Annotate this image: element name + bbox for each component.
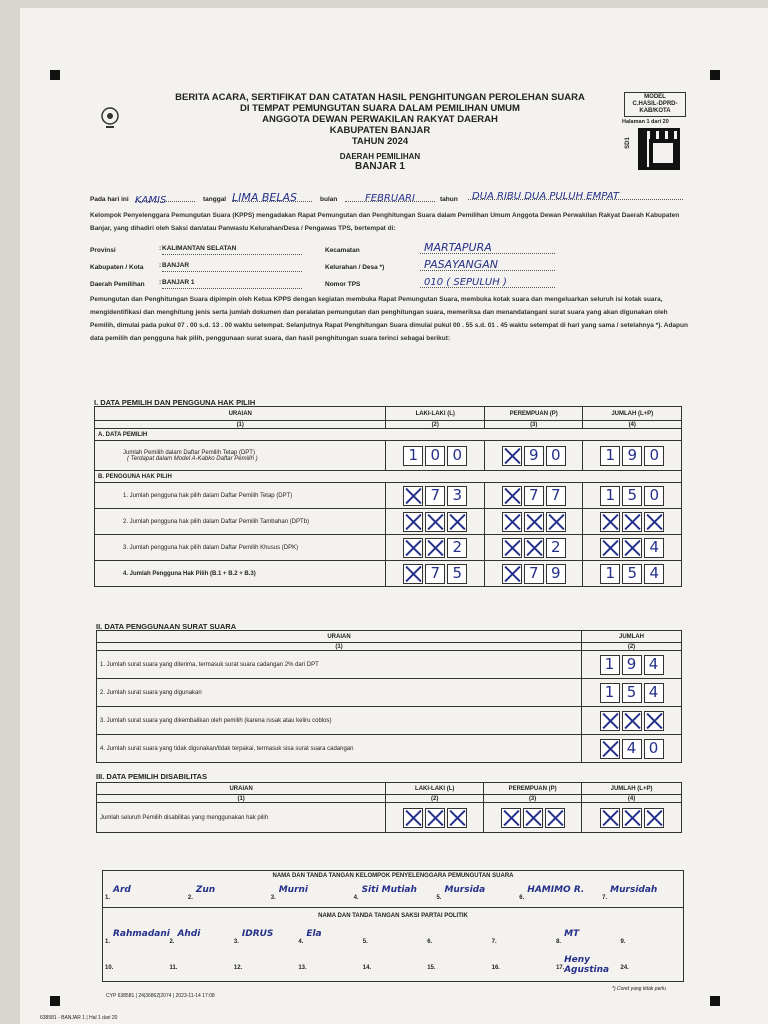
crossed-digit-box (644, 711, 664, 731)
digit-box: 0 (425, 446, 445, 466)
col-number: (3) (484, 421, 583, 429)
signature-number: 2. (169, 939, 175, 945)
dapil-field: : BANJAR 1 (162, 279, 302, 289)
col-number: (1) (95, 421, 386, 429)
handwritten-signature: Mursidah (610, 885, 658, 895)
digit-box: 7 (425, 564, 445, 584)
row-label: 2. Jumlah surat suara yang digunakan (97, 679, 582, 707)
title-line: KABUPATEN BANJAR (329, 125, 431, 136)
footer-code: CYP 638581 | 24|36862|2074 | 2023-11-14 17:08 (106, 993, 215, 999)
handwritten-signature: Rahmadani (113, 929, 170, 939)
section1-title: I. DATA PEMILIH DAN PENGGUNA HAK PILIH (94, 398, 256, 407)
kecamatan-field (420, 238, 555, 254)
crossed-digit-box (644, 808, 664, 828)
col-number: (2) (582, 643, 682, 651)
crossed-digit-box (403, 564, 423, 584)
provinsi-value: KALIMANTAN SELATAN (162, 245, 237, 252)
row-label (95, 441, 386, 471)
bulan-value: FEBRUARI (365, 193, 415, 204)
corner-marker (50, 996, 60, 1006)
tanggal-value: LIMA BELAS (232, 191, 298, 204)
digit-box: 7 (524, 564, 544, 584)
handwritten-signature: Zun (195, 885, 216, 895)
signature-cell (434, 883, 517, 907)
digit-boxes (586, 512, 678, 532)
digit-box: 0 (546, 446, 566, 466)
digit-boxes (586, 564, 678, 584)
hari-value: KAMIS (135, 195, 167, 206)
signature-number: 9. (620, 939, 626, 945)
signature-number: 3. (233, 939, 239, 945)
model-line: MODEL (644, 94, 666, 100)
digit-cell (582, 679, 682, 707)
region-block (310, 152, 450, 172)
row-label: 1. Jumlah pengguna hak pilih dalam Daftar Pemilih Tetap (DPT) (95, 483, 386, 509)
crossed-digit-box (622, 538, 642, 558)
kpu-logo (100, 104, 120, 130)
crossed-digit-box (622, 512, 642, 532)
section2-table (96, 630, 682, 763)
row-label: 1. Jumlah surat suara yang diterima, termasuk surat suara cadangan 2% dari DPT (97, 651, 582, 679)
tps-field (420, 272, 555, 288)
digit-cell (484, 561, 583, 587)
signature-cell (232, 927, 296, 951)
region-value: BANJAR 1 (354, 161, 405, 172)
handwritten-signature: Siti Mutiah (361, 885, 417, 895)
signature-number: 4. (353, 895, 359, 901)
signature-cell (554, 927, 618, 951)
signature-number: 7. (491, 939, 497, 945)
digit-cell (484, 535, 583, 561)
col-uraian-header: URAIAN (97, 631, 582, 643)
title-line: ANGGOTA DEWAN PERWAKILAN RAKYAT DAERAH (262, 114, 498, 125)
digit-box: 4 (644, 564, 664, 584)
digit-cell (386, 483, 485, 509)
section-a-title: A. DATA PEMILIH (95, 429, 682, 441)
digit-boxes (488, 486, 580, 506)
section1-table (94, 406, 682, 587)
signature-box (102, 870, 684, 982)
signature-number: 14. (362, 965, 372, 971)
digit-boxes (389, 512, 481, 532)
crossed-digit-box (501, 808, 521, 828)
digit-cell (583, 535, 682, 561)
signature-number: 7. (602, 895, 608, 901)
handwritten-signature: Ahdi (177, 929, 201, 939)
handwritten-signature: HAMIMO R. (527, 885, 585, 895)
crossed-digit-box (600, 512, 620, 532)
col-j-header: JUMLAH (L+P) (582, 783, 682, 795)
handwritten-signature: Murni (278, 885, 309, 895)
corner-marker (50, 70, 60, 80)
signature-cell (490, 927, 554, 951)
digit-box: 7 (524, 486, 544, 506)
crossed-digit-box (502, 446, 522, 466)
signature-number: 15. (427, 965, 436, 971)
kabupaten-field: : BANJAR (162, 262, 302, 272)
row-label: Jumlah seluruh Pemilih disabilitas yang menggunakan hak pilih (97, 803, 386, 833)
digit-box: 5 (622, 486, 642, 506)
digit-cell (582, 735, 682, 763)
tps-value: 010 ( SEPULUH ) (424, 277, 507, 288)
title-line: TAHUN 2024 (351, 136, 409, 147)
signature-cell (425, 953, 489, 977)
digit-cell (484, 509, 583, 535)
signature-cell (517, 883, 600, 907)
crossed-digit-box (403, 538, 423, 558)
section3-title: III. DATA PEMILIH DISABILITAS (96, 772, 207, 781)
digit-cell (386, 803, 484, 833)
col-j-header: JUMLAH (582, 631, 682, 643)
col-number: (2) (386, 421, 485, 429)
crossed-digit-box (502, 538, 522, 558)
crossed-digit-box (622, 808, 642, 828)
corner-marker (710, 70, 720, 80)
col-number: (4) (583, 421, 682, 429)
digit-cell (484, 803, 582, 833)
signature-cell (232, 953, 296, 977)
digit-boxes (586, 538, 678, 558)
signature-cell (269, 883, 352, 907)
dpt-label: Jumlah Pemilih dalam Daftar Pemilih Tetap (DPT) (123, 449, 255, 456)
model-line: C.HASIL-DPRD- (632, 101, 678, 107)
signature-number: 4. (298, 939, 304, 945)
signature-number: 13. (298, 965, 307, 971)
section2-title: II. DATA PENGGUNAAN SURAT SUARA (96, 622, 237, 631)
title-line: BERITA ACARA, SERTIFIKAT DAN CATATAN HASIL PENGHITUNGAN PEROLEHAN SUARA (175, 92, 585, 103)
crossed-digit-box (403, 808, 423, 828)
digit-box: 2 (546, 538, 566, 558)
digit-box: 4 (644, 538, 664, 558)
signature-number: 10. (105, 965, 114, 971)
document-title (170, 92, 590, 147)
signature-number: 16. (491, 965, 500, 971)
signature-cell (103, 927, 170, 951)
digit-cell (582, 651, 682, 679)
kabupaten-value: BANJAR (162, 262, 190, 269)
handwritten-signature: Heny Agustina (564, 955, 610, 975)
digit-boxes (487, 808, 578, 828)
crossed-digit-box (524, 538, 544, 558)
row-label: 3. Jumlah surat suara yang dikembalikan oleh pemilih (karena rusak atau keliru coblos) (97, 707, 582, 735)
digit-boxes (585, 655, 678, 675)
tahun-value: DUA RIBU DUA PULUH EMPAT (472, 191, 619, 202)
digit-box: 1 (403, 446, 423, 466)
handwritten-signature: Ard (113, 885, 131, 895)
col-uraian-header: URAIAN (97, 783, 386, 795)
signature-number: 1. (105, 895, 111, 901)
col-p-header: PEREMPUAN (P) (484, 407, 583, 421)
digit-boxes (586, 486, 678, 506)
digit-box: 1 (600, 486, 620, 506)
tahun-field (468, 186, 683, 200)
row-label: 4. Jumlah Pengguna Hak Pilih (B.1 + B.2 + B.3) (95, 561, 386, 587)
digit-boxes (389, 808, 480, 828)
kabupaten-label: Kabupaten / Kota (90, 264, 144, 271)
col-uraian-header: URAIAN (95, 407, 386, 421)
digit-cell (583, 509, 682, 535)
crossed-digit-box (644, 512, 664, 532)
signature-cell (619, 927, 683, 951)
col-number: (2) (386, 795, 484, 803)
digit-cell (484, 483, 583, 509)
digit-box: 7 (546, 486, 566, 506)
signature-number: 6. (519, 895, 525, 901)
digit-cell (386, 561, 485, 587)
handwritten-signature: Mursida (444, 885, 486, 895)
procedure-paragraph: Pemungutan dan Penghitungan Suara dipimpin oleh Ketua KPPS dengan kegiatan membuka Rapat Pemungutan Suara, membuka kotak suara dan mengeluarkan seluruh isi kotak suara, mengidentifikasi dan menghitung jenis serta jumlah dokumen dan peralatan pemungutan dan penghitungan suara, memeriksa dan menandatangani surat suara yang akan digunakan oleh Pemilih, dimulai pada pukul 07 . 00 s.d. 13 . 00 waktu setempat. Selanjutnya Rapat Penghitungan Suara dimulai pukul 00 . 55 s.d. 01 . 45 waktu setempat di hari yang sama / setelahnya *). Adapun data pemilih dan pengguna hak pilih, penggunaan surat suara, dan hasil penghitungan suara terinci sebagai berikut: (90, 296, 688, 342)
digit-box: 7 (425, 486, 445, 506)
digit-boxes (389, 538, 481, 558)
signature-number: 5. (436, 895, 442, 901)
dpt-p-cell (484, 441, 583, 471)
digit-boxes (488, 538, 580, 558)
signature-number: 2. (187, 895, 193, 901)
digit-box: 1 (600, 446, 620, 466)
provinsi-field: : KALIMANTAN SELATAN (162, 245, 302, 255)
digit-box: 0 (644, 739, 664, 759)
digit-box: 0 (644, 446, 664, 466)
dpt-l-cell (386, 441, 485, 471)
crossed-digit-box (600, 808, 620, 828)
crossed-digit-box (425, 808, 445, 828)
digit-box: 1 (600, 564, 620, 584)
col-j-header: JUMLAH (L+P) (583, 407, 682, 421)
signature-number: 3. (270, 895, 276, 901)
digit-box: 0 (644, 486, 664, 506)
tps-label: Nomor TPS (325, 281, 361, 288)
digit-box: 1 (600, 683, 620, 703)
signature-cell (186, 883, 269, 907)
signature-cell (490, 953, 554, 977)
saksi-signature-row (103, 927, 683, 951)
digit-boxes (585, 808, 678, 828)
digit-box: 4 (622, 739, 642, 759)
intro-paragraph: Kelompok Penyelenggara Pemungutan Suara (KPPS) mengadakan Rapat Pemungutan dan Penghitungan Suara dalam Pemilihan Umum Anggota Dewan Perwakilan Rakyat Daerah Kabupaten Banjar, yang dihadiri oleh Saksi dan/atau Panwaslu Kelurahan/Desa / Pengawas TPS, bertempat di: (90, 212, 680, 232)
crossed-digit-box (502, 564, 522, 584)
digit-box: 9 (546, 564, 566, 584)
signature-cell (296, 953, 360, 977)
side-code: SD1 (624, 137, 631, 149)
digit-boxes (488, 512, 580, 532)
crossed-digit-box (523, 808, 543, 828)
signature-number: 17. (556, 965, 565, 971)
section3-table (96, 782, 682, 833)
col-number: (3) (484, 795, 582, 803)
crossed-digit-box (546, 512, 566, 532)
signature-number: 24. (620, 965, 629, 971)
hari-field (135, 190, 195, 206)
signature-cell (103, 953, 167, 977)
digit-box: 2 (447, 538, 467, 558)
crossed-digit-box (600, 538, 620, 558)
signature-cell (361, 953, 425, 977)
model-line: KAB/KOTA (639, 108, 671, 114)
digit-boxes (586, 446, 678, 466)
dpt-j-cell (583, 441, 682, 471)
signature-cell (296, 927, 360, 951)
crossed-digit-box (403, 486, 423, 506)
crossed-digit-box (600, 739, 620, 759)
digit-box: 5 (622, 564, 642, 584)
kecamatan-label: Kecamatan (325, 247, 360, 254)
dapil-label: Daerah Pemilihan (90, 281, 145, 288)
handwritten-signature: IDRUS (241, 929, 274, 939)
crossed-digit-box (502, 486, 522, 506)
crossed-digit-box (425, 512, 445, 532)
digit-boxes (585, 711, 678, 731)
hari-label: Pada hari ini (90, 196, 129, 203)
page-info: Halaman 1 dari 20 (622, 119, 669, 125)
qr-code (638, 128, 680, 170)
digit-boxes (389, 486, 481, 506)
dpt-sublabel: ( Terdapat dalam Model A-Kabko Daftar Pemilih ) (127, 455, 258, 462)
kpps-signature-row (103, 883, 683, 908)
signature-number: 8. (556, 939, 562, 945)
signature-cell (554, 953, 618, 977)
signature-number: 12. (233, 965, 243, 971)
col-number: (4) (582, 795, 682, 803)
digit-boxes (389, 564, 481, 584)
row-label: 4. Jumlah surat suara yang tidak digunakan/tidak terpakai, termasuk sisa surat suara cadangan (97, 735, 582, 763)
kelurahan-field (420, 255, 555, 271)
footer-bottom: 638581 - BANJAR 1 | Hal 1 dari 20 (40, 1015, 118, 1021)
bulan-label: bulan (320, 196, 338, 203)
tanggal-label: tanggal (203, 196, 227, 203)
signature-cell (352, 883, 435, 907)
handwritten-signature: MT (564, 929, 580, 939)
saksi-signature-row (103, 953, 683, 977)
handwritten-signature: Ela (306, 929, 322, 939)
crossed-digit-box (524, 512, 544, 532)
kpps-title: NAMA DAN TANDA TANGAN KELOMPOK PENYELENGGARA PEMUNGUTAN SUARA (272, 873, 514, 879)
kelurahan-value: PASAYANGAN (424, 258, 499, 271)
digit-boxes (585, 739, 678, 759)
digit-box: 5 (447, 564, 467, 584)
crossed-digit-box (425, 538, 445, 558)
digit-box: 0 (447, 446, 467, 466)
signature-cell (619, 953, 683, 977)
signature-cell (167, 953, 231, 977)
signature-number: 1. (105, 939, 111, 945)
digit-box: 3 (447, 486, 467, 506)
title-line: DI TEMPAT PEMUNGUTAN SUARA DALAM PEMILIHAN UMUM (240, 103, 520, 114)
footer-note: *) Coret yang tidak perlu (612, 986, 666, 992)
digit-boxes (488, 446, 580, 466)
digit-box: 5 (622, 683, 642, 703)
digit-box: 1 (600, 655, 620, 675)
digit-boxes (585, 683, 678, 703)
col-l-header: LAKI-LAKI (L) (386, 783, 484, 795)
digit-boxes (488, 564, 580, 584)
digit-cell (582, 707, 682, 735)
bulan-field (345, 188, 435, 202)
row-label: 2. Jumlah pengguna hak pilih dalam Daftar Pemilih Tambahan (DPTb) (95, 509, 386, 535)
section-b-title: B. PENGGUNA HAK PILIH (95, 471, 682, 483)
crossed-digit-box (622, 711, 642, 731)
digit-boxes (389, 446, 481, 466)
digit-cell (583, 561, 682, 587)
corner-marker (710, 996, 720, 1006)
digit-box: 4 (644, 655, 664, 675)
digit-cell (582, 803, 682, 833)
crossed-digit-box (600, 711, 620, 731)
crossed-digit-box (403, 512, 423, 532)
digit-box: 9 (524, 446, 544, 466)
row-label: 3. Jumlah pengguna hak pilih dalam Daftar Pemilih Khusus (DPK) (95, 535, 386, 561)
crossed-digit-box (447, 808, 467, 828)
digit-box: 4 (644, 683, 664, 703)
kecamatan-value: MARTAPURA (424, 241, 492, 254)
dapil-value: BANJAR 1 (162, 279, 195, 286)
crossed-digit-box (447, 512, 467, 532)
digit-cell (386, 535, 485, 561)
signature-cell (600, 883, 683, 907)
tahun-label: tahun (440, 196, 458, 203)
col-number: (1) (97, 643, 582, 651)
signature-number: 5. (362, 939, 368, 945)
digit-box: 9 (622, 446, 642, 466)
signature-number: 11. (169, 965, 178, 971)
signature-cell (167, 927, 231, 951)
col-number: (1) (97, 795, 386, 803)
digit-cell (386, 509, 485, 535)
digit-box: 9 (622, 655, 642, 675)
provinsi-label: Provinsi (90, 247, 116, 254)
saksi-title: NAMA DAN TANDA TANGAN SAKSI PARTAI POLITIK (318, 913, 468, 919)
tanggal-field (232, 188, 312, 202)
signature-cell (361, 927, 425, 951)
col-l-header: LAKI-LAKI (L) (386, 407, 485, 421)
signature-cell (425, 927, 489, 951)
digit-cell (583, 483, 682, 509)
col-p-header: PEREMPUAN (P) (484, 783, 582, 795)
crossed-digit-box (545, 808, 565, 828)
region-label: DAERAH PEMILIHAN (339, 152, 421, 161)
signature-number: 6. (427, 939, 433, 945)
model-box (624, 92, 686, 117)
crossed-digit-box (502, 512, 522, 532)
kelurahan-label: Kelurahan / Desa *) (325, 264, 385, 271)
signature-cell (103, 883, 186, 907)
